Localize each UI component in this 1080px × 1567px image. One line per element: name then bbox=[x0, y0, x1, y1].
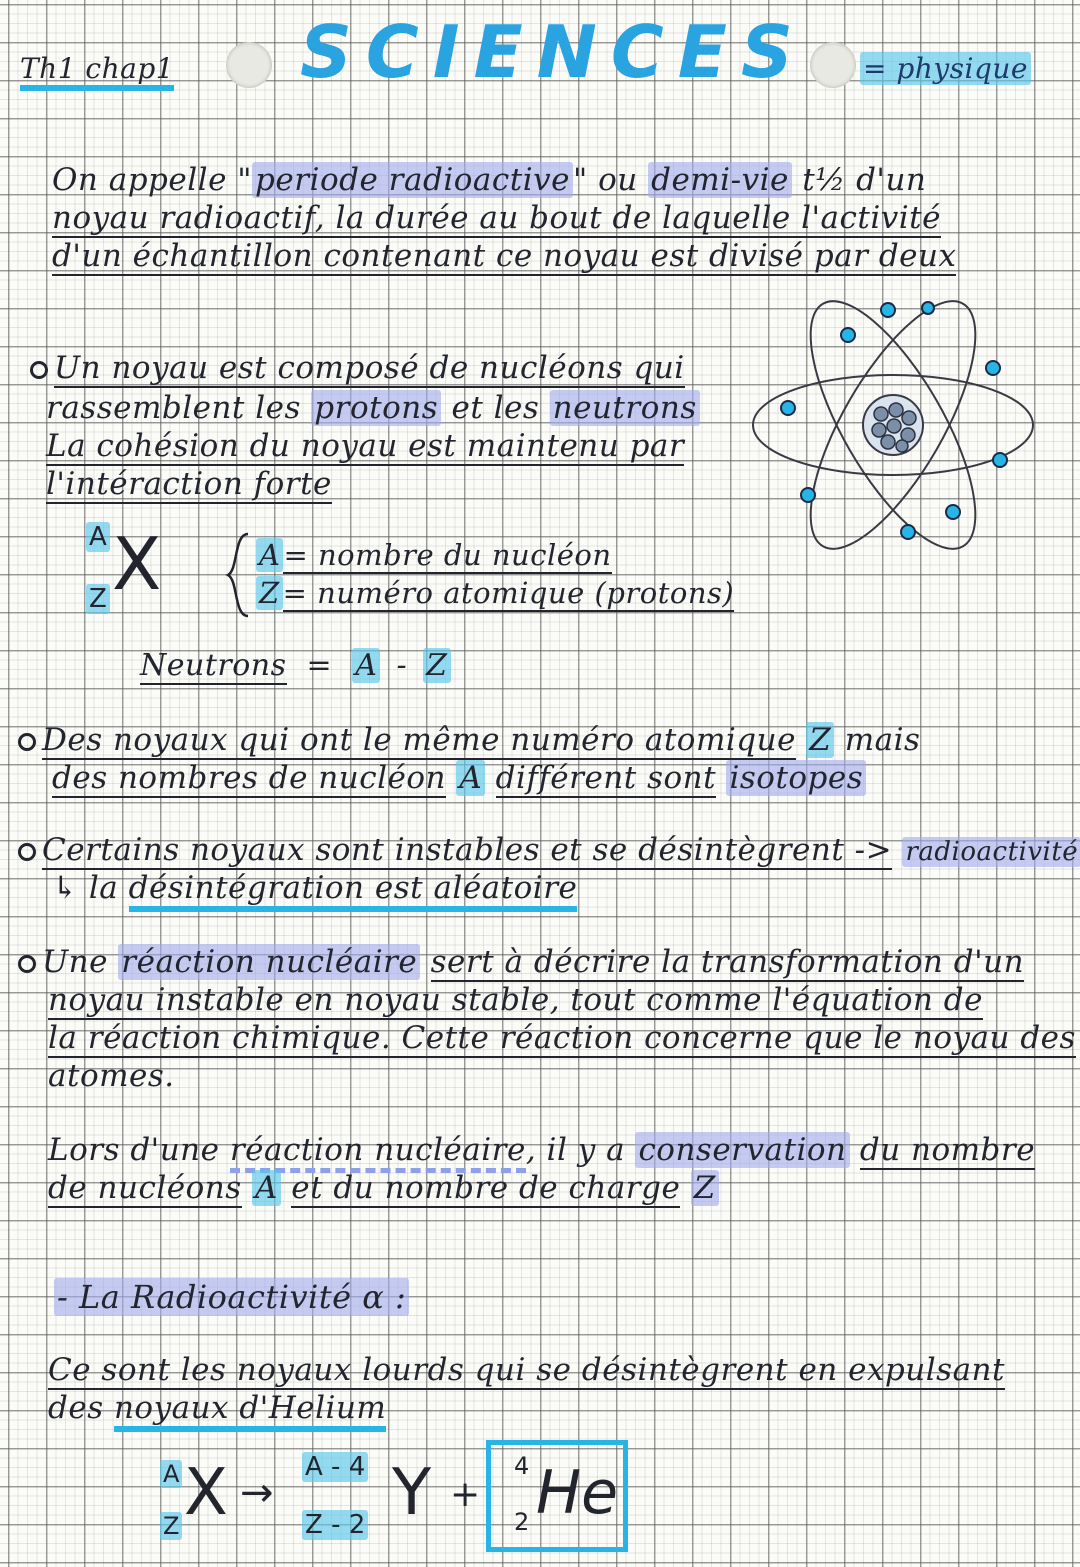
page-title: SCIENCES bbox=[300, 10, 807, 94]
eq-arrow: → bbox=[240, 1470, 274, 1516]
reaction-line-3: la réaction chimique. Cette réaction concerne que le noyau des bbox=[48, 1020, 1076, 1056]
notation-X: X bbox=[112, 522, 162, 606]
notation-Z: Z bbox=[86, 584, 110, 614]
punch-hole-left bbox=[226, 42, 272, 88]
definition-line-3: d'un échantillon contenant ce noyau est divisé par deux bbox=[52, 238, 957, 274]
bullet-icon bbox=[18, 843, 36, 861]
he-symbol: He bbox=[536, 1458, 619, 1528]
eq-A-minus-4: A - 4 bbox=[302, 1452, 368, 1482]
isotopes-line-1: Des noyaux qui ont le même numéro atomique Z mais bbox=[18, 722, 920, 758]
half-life-symbol: t½ bbox=[802, 162, 846, 198]
alpha-line-1: Ce sont les noyaux lourds qui se désintègrent en expulsant bbox=[48, 1352, 1005, 1388]
term-demi-vie: demi-vie bbox=[648, 162, 792, 198]
reaction-line-4: atomes. bbox=[48, 1058, 175, 1094]
eq-Z-minus-2: Z - 2 bbox=[302, 1510, 368, 1540]
neutrons-formula: Neutrons = A - Z bbox=[140, 648, 451, 683]
he-Z: 2 bbox=[514, 1508, 530, 1536]
term-conservation: conservation bbox=[635, 1132, 849, 1168]
alpha-heading: - La Radioactivité α : bbox=[54, 1278, 409, 1316]
definition-line-2: noyau radioactif, la durée au bout de laquelle l'activité bbox=[52, 200, 941, 236]
term-radioactivite: radioactivité bbox=[902, 837, 1080, 867]
notation-A-def: A = nombre du nucléon bbox=[256, 538, 612, 572]
eq-A: A bbox=[160, 1460, 182, 1488]
eq-Y: Y bbox=[392, 1456, 432, 1530]
term-reaction-nucleaire: réaction nucléaire bbox=[118, 944, 420, 980]
term-isotopes: isotopes bbox=[726, 760, 866, 796]
notation-A: A bbox=[86, 522, 110, 552]
term-neutrons: neutrons bbox=[550, 390, 700, 426]
nucleus-line-1: Un noyau est composé de nucléons qui bbox=[30, 350, 685, 386]
term-protons: protons bbox=[311, 390, 441, 426]
chapter-label: Th1 chap1 bbox=[20, 52, 174, 85]
nucleus-line-4: l'intéraction forte bbox=[46, 466, 332, 502]
instability-line-2: ↳ la désintégration est aléatoire bbox=[52, 870, 577, 906]
atom-icon bbox=[748, 290, 1038, 560]
conservation-line-2: de nucléons A et du nombre de charge Z bbox=[48, 1170, 719, 1206]
brace-icon bbox=[222, 530, 252, 620]
he-A: 4 bbox=[514, 1452, 530, 1480]
bullet-icon bbox=[30, 361, 48, 379]
punch-hole-right bbox=[810, 42, 856, 88]
reaction-line-2: noyau instable en noyau stable, tout comme l'équation de bbox=[48, 982, 983, 1018]
notation-Z-def: Z = numéro atomique (protons) bbox=[256, 576, 734, 610]
subject-label: = physique bbox=[860, 52, 1031, 85]
nucleus-line-2: rassemblent les protons et les neutrons bbox=[46, 390, 700, 426]
eq-Z: Z bbox=[160, 1512, 182, 1540]
eq-plus: + bbox=[450, 1474, 481, 1515]
bullet-icon bbox=[18, 955, 36, 973]
bullet-icon bbox=[18, 733, 36, 751]
definition-line-1: On appelle "periode radioactive" ou demi-vie t½ d'un bbox=[52, 162, 927, 198]
conservation-line-1: Lors d'une réaction nucléaire, il y a conservation du nombre bbox=[48, 1132, 1035, 1168]
term-periode-radioactive: periode radioactive bbox=[252, 162, 573, 198]
isotopes-line-2: des nombres de nucléon A différent sont isotopes bbox=[52, 760, 866, 796]
reaction-line-1: Une réaction nucléaire sert à décrire la transformation d'un bbox=[18, 944, 1024, 980]
eq-X: X bbox=[184, 1456, 228, 1530]
nucleus-line-3: La cohésion du noyau est maintenu par bbox=[46, 428, 685, 464]
alpha-line-2: des noyaux d'Helium bbox=[48, 1390, 386, 1426]
instability-line-1: Certains noyaux sont instables et se désintègrent -> radioactivité bbox=[18, 832, 1080, 868]
